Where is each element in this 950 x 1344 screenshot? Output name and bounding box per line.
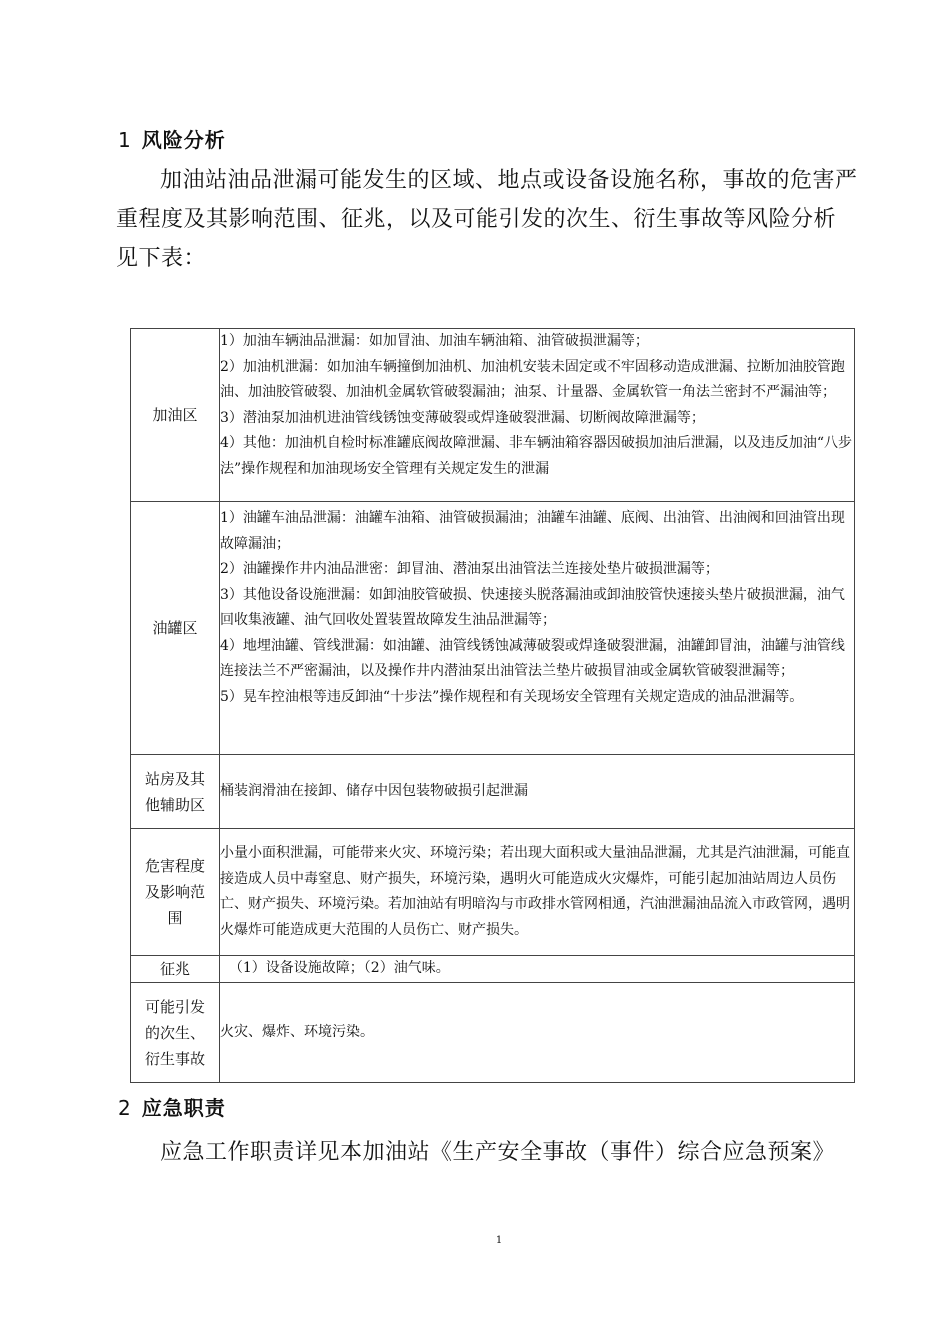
content-line: 1）加油车辆油品泄漏：如加冒油、加油车辆油箱、油管破损泄漏等；: [220, 333, 649, 349]
section-2-paragraph: [116, 1133, 858, 1172]
row-content: [220, 755, 855, 829]
content-line: 3）潜油泵加油机进油管线锈蚀变薄破裂或焊逢破裂泄漏、切断阀故障泄漏等；: [220, 409, 705, 426]
section-1-paragraph: [116, 161, 858, 278]
row-label: 危害程度及影响范围: [131, 829, 220, 956]
row-label: 加油区: [131, 329, 220, 502]
section-1-paragraph-text: 加油站油品泄漏可能发生的区域、地点或设备设施名称，事故的危害严重程度及其影响范围、征兆，以及可能引发的次生、衍生事故等风险分析见下表：: [116, 168, 858, 271]
table-row: [131, 829, 855, 956]
table-row: [131, 755, 855, 829]
page-number: 1: [495, 1235, 503, 1246]
content-line: 桶装润滑油在接卸、储存中因包装物破损引起泄漏: [220, 782, 528, 799]
section-1-heading: [118, 124, 226, 153]
risk-analysis-table: [130, 328, 855, 1083]
row-label: 油罐区: [131, 502, 220, 755]
row-label: 站房及其他辅助区: [131, 755, 220, 829]
row-content: [220, 829, 855, 956]
section-1-number: 1: [118, 128, 132, 152]
section-2-heading: [118, 1092, 226, 1121]
table-row: [131, 502, 855, 755]
table-row: [131, 983, 855, 1083]
table-row: [131, 956, 855, 983]
section-2-paragraph-text: 应急工作职责详见本加油站《生产安全事故（事件）综合应急预案》: [160, 1140, 836, 1165]
section-2-title: 应急职责: [141, 1096, 226, 1120]
row-label: 征兆: [131, 956, 220, 983]
content-line: 2）加油机泄漏：如加油车辆撞倒加油机、加油机安装未固定或不牢固移动造成泄漏、拉断加油胶管跑油、加油胶管破裂、加油机金属软管破裂漏油；油泵、计量器、金属软管一角法兰密封不严漏油等；: [220, 358, 845, 400]
section-1-title: 风险分析: [141, 128, 226, 152]
section-2-number: 2: [118, 1096, 132, 1120]
content-line: 4）地埋油罐、管线泄漏：如油罐、油管线锈蚀减薄破裂或焊逢破裂泄漏，油罐卸冒油，油罐与油管线连接法兰不严密漏油，以及操作井内潜油泵出油管法兰垫片破损冒油或金属软管破裂泄漏等；: [220, 637, 845, 679]
content-line: 5）晃车控油根等违反卸油“十步法”操作规程和有关现场安全管理有关规定造成的油品泄漏等。: [220, 688, 804, 705]
row-content: [220, 329, 855, 502]
row-content: [220, 956, 855, 983]
row-label: 可能引发的次生、衍生事故: [131, 983, 220, 1083]
content-line: 火灾、爆炸、环境污染。: [220, 1023, 374, 1040]
content-line: 1）油罐车油品泄漏：油罐车油箱、油管破损漏油；油罐车油罐、底阀、出油管、出油阀和回油管出现故障漏油；: [220, 510, 845, 552]
content-line: （1）设备设施故障；（2）油气味。: [220, 960, 450, 977]
table-row: [131, 329, 855, 502]
content-line: 小量小面积泄漏，可能带来火灾、环境污染；若出现大面积或大量油品泄漏，尤其是汽油泄漏，可能直接造成人员中毒窒息、财产损失，环境污染，遇明火可能造成火灾爆炸，可能引起加油站周边人员伤亡、财产损失、环境污染。若加油站有明暗沟与市政排水管网相通，汽油泄漏油品流入市政管网，遇明火爆炸可能造成更大范围的人员伤亡、财产损失。: [220, 845, 850, 938]
content-line: 2）油罐操作井内油品泄密：卸冒油、潜油泵出油管法兰连接处垫片破损泄漏等；: [220, 561, 719, 577]
content-line: 4）其他：加油机自检时标准罐底阀故障泄漏、非车辆油箱容器因破损加油后泄漏，以及违反加油“八步法”操作规程和加油现场安全管理有关规定发生的泄漏: [220, 435, 853, 477]
row-content: [220, 983, 855, 1083]
content-line: 3）其他设备设施泄漏：如卸油胶管破损、快速接头脱落漏油或卸油胶管快速接头垫片破损泄漏，油气回收集液罐、油气回收处置装置故障发生油品泄漏等；: [220, 586, 845, 628]
row-content: [220, 502, 855, 755]
